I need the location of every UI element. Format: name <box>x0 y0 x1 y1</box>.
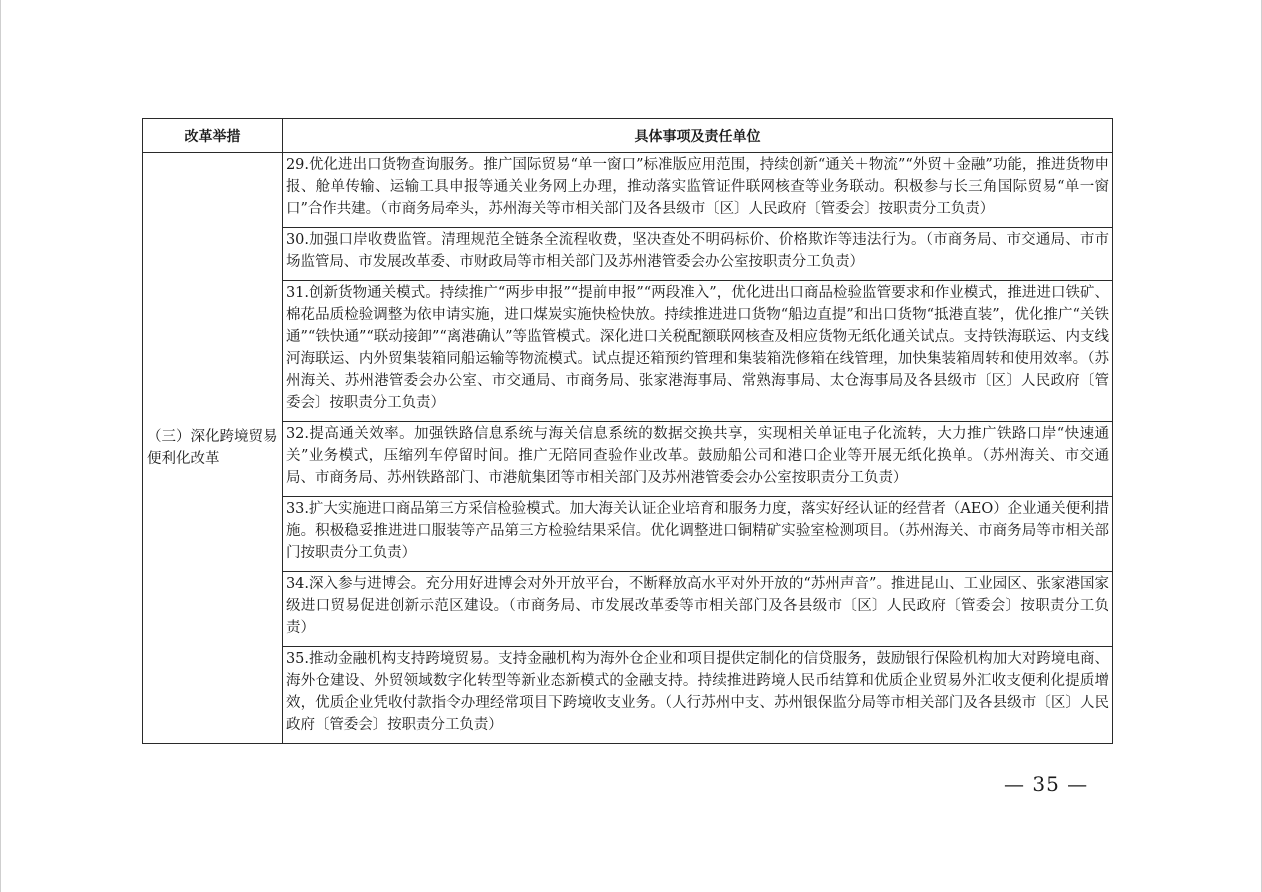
reform-measures-table <box>142 118 1113 744</box>
table-row <box>143 422 1113 497</box>
item-29: 29.优化进出口货物查询服务。推广国际贸易“单一窗口”标准版应用范围，持续创新“通关＋物流”“外贸＋金融”功能，推进货物申报、舱单传输、运输工具申报等通关业务网上办理，推动落实监管证件联网核查等业务联动。积极参与长三角国际贸易“单一窗口”合作共建。（市商务局牵头，苏州海关等市相关部门及各县级市〔区〕人民政府〔管委会〕按职责分工负责） <box>283 153 1113 228</box>
item-33: 33.扩大实施进口商品第三方采信检验模式。加大海关认证企业培育和服务力度，落实好经认证的经营者（AEO）企业通关便利措施。积极稳妥推进进口服装等产品第三方检验结果采信。优化调整进口铜精矿实验室检测项目。（苏州海关、市商务局等市相关部门按职责分工负责） <box>283 497 1113 572</box>
table-row <box>143 281 1113 422</box>
table-row <box>143 497 1113 572</box>
table-row <box>143 572 1113 647</box>
table-row <box>143 228 1113 281</box>
item-30: 30.加强口岸收费监管。清理规范全链条全流程收费，坚决查处不明码标价、价格欺诈等违法行为。（市商务局、市交通局、市市场监管局、市发展改革委、市财政局等市相关部门及苏州港管委会办公室按职责分工负责） <box>283 228 1113 281</box>
item-34: 34.深入参与进博会。充分用好进博会对外开放平台，不断释放高水平对外开放的“苏州声音”。推进昆山、工业园区、张家港国家级进口贸易促进创新示范区建设。（市商务局、市发展改革委等市相关部门及各县级市〔区〕人民政府〔管委会〕按职责分工负责） <box>283 572 1113 647</box>
page-left-edge <box>0 0 1 892</box>
table-row <box>143 153 1113 228</box>
item-32: 32.提高通关效率。加强铁路信息系统与海关信息系统的数据交换共享，实现相关单证电子化流转，大力推广铁路口岸“快速通关”业务模式，压缩列车停留时间。推广无陪同查验作业改革。鼓励船公司和港口企业等开展无纸化换单。（苏州海关、市交通局、市商务局、苏州铁路部门、市港航集团等市相关部门及苏州港管委会办公室按职责分工负责） <box>283 422 1113 497</box>
header-measure: 改革举措 <box>143 119 283 153</box>
header-details: 具体事项及责任单位 <box>283 119 1113 153</box>
table-header-row <box>143 119 1113 153</box>
page-number: — 35 — <box>1004 772 1089 796</box>
category-cell: （三）深化跨境贸易便利化改革 <box>143 153 283 744</box>
table-row <box>143 647 1113 744</box>
item-35: 35.推动金融机构支持跨境贸易。支持金融机构为海外仓企业和项目提供定制化的信贷服务，鼓励银行保险机构加大对跨境电商、海外仓建设、外贸领域数字化转型等新业态新模式的金融支持。持续推进跨境人民币结算和优质企业贸易外汇收支便利化提质增效，优质企业凭收付款指令办理经常项目下跨境收支业务。（人行苏州中支、苏州银保监分局等市相关部门及各县级市〔区〕人民政府〔管委会〕按职责分工负责） <box>283 647 1113 744</box>
item-31: 31.创新货物通关模式。持续推广“两步申报”“提前申报”“两段准入”，优化进出口商品检验监管要求和作业模式，推进进口铁矿、棉花品质检验调整为依申请实施，进口煤炭实施快检快放。持续推进进口货物“船边直提”和出口货物“抵港直装”，优化推广“关铁通”“铁快通”“联动接卸”“离港确认”等监管模式。深化进口关税配额联网核查及相应货物无纸化通关试点。支持铁海联运、内支线河海联运、内外贸集装箱同船运输等物流模式。试点提还箱预约管理和集装箱洗修箱在线管理，加快集装箱周转和使用效率。（苏州海关、苏州港管委会办公室、市交通局、市商务局、张家港海事局、常熟海事局、太仓海事局及各县级市〔区〕人民政府〔管委会〕按职责分工负责） <box>283 281 1113 422</box>
